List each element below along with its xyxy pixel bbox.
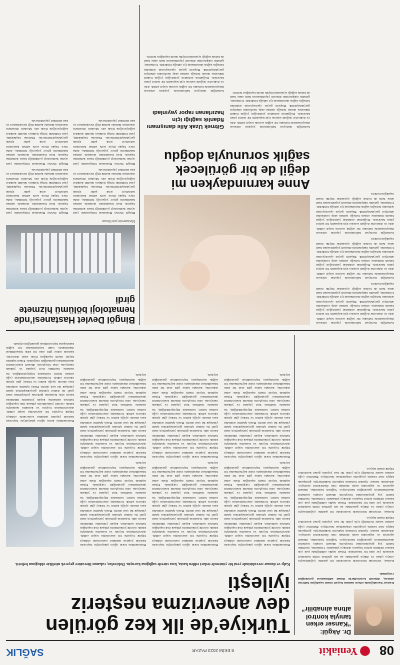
sidebar-body: Kanser, vücuttaki hücrelerin kontrolsüz bir şekilde çoğalmasıyla ortaya çıkan ve dünya genelinde en sık görülen ölüm nedenleri arasında yer alan bir hastalıktır. Erken teşhis edildiğinde pek çok kanser türünün tedavi başarısı oldukça yüksektir. Uzmanlar, özellikle belirli yaş gruplarındaki bireylerin düzenli tarama testlerini aksatmamaları gerektiğini hatırlatıyor. Sağlıklı beslenme, düzenli egzersiz ve sigaradan uzak durmak risk faktörlerini azaltıyor. Ailesinde kanser öyküsü bulunan kişilerin hekimleriyle görüşerek kişiye özel tarama programı oluşturması öneriliyor. Belirtiler çoğu zaman sessiz ilerlediği için yılda bir kez yapılan genel kontroller büyük önem taşıyor. Kanser, vücuttaki hücrelerin kontrolsüz bir şekilde çoğalmasıyla ortaya çıkan ve dünya genelinde en sık görülen ölüm nedenleri arasında yer alan bir hastalıktır. Erken teşhis edildiğinde pek çok kanser türünün tedavi başarısı oldukça yüksektir. Uzmanlar, özellikle belirli yaş gruplarındaki bireylerin düzenli tarama testlerini aksatmamaları gerektiğini hatırlatıyor. Sağlıklı beslenme, düzenli egzersiz ve sigaradan uzak durmak risk faktörlerini azaltıyor. Ailesinde kanser öyküsü bulunan kişilerin hekimleriyle görüşerek kişiye özel tarama programı oluşturması öneriliyor. Belirtiler çoğu zaman sessiz ilerlediği için yılda bir kez yapılan genel kontroller büyük önem taşıyor. <box>298 466 394 563</box>
main-headline: Türkiye’de ilk kez görülen dev anevrizma neşteriz iyileşti <box>45 572 290 636</box>
doctors-photo <box>6 427 74 547</box>
brand-logo-icon <box>360 646 370 656</box>
masthead <box>6 640 394 659</box>
hospital-building-icon <box>21 233 121 273</box>
left-sidebar <box>298 335 394 635</box>
baby-head-icon <box>180 261 210 291</box>
brand-name: Yeniakit <box>318 645 358 657</box>
middle-subheadline: Gitmek Uzak Aile danışmanı fidanlık sağlığı için hazırlanan rapor yayınladı <box>146 109 224 129</box>
column-divider <box>294 335 295 635</box>
hospital-photo-caption: Hastanenin yeni binası <box>101 219 135 223</box>
right-article <box>6 5 135 325</box>
baby-photo <box>144 195 310 325</box>
middle-article <box>144 5 394 325</box>
middle-body-col-1: Gebeliğin ilerleyen haftalarında yapılan ultrason muayenesinde bebekte bir sağlık sorunu tespit edildi. Aile ve doktorlar doğum sonrası için kapsamlı bir tedavi planı hazırladı. Doğumun ardından yenidoğan yoğun bakım ünitesine alınan bebeğe uzman ekip tarafından ameliyat gerçekleştirildi. Başarılı geçen operasyonun ardından bebeğin sağlık durumunun iyi olduğu bildirildi. Uzmanlar, gebelik takiplerinin düzenli yapılmasının hem anne hem de bebek sağlığı açısından büyük önem taşıdığını belirtti. Gebeliğin ilerleyen haftalarında yapılan ultrason muayenesinde bebekte bir sağlık sorunu tespit edildi. Aile ve doktorlar doğum sonrası için kapsamlı bir tedavi planı hazırladı. Doğumun ardından yenidoğan yoğun bakım ünitesine alınan bebeğe uzman ekip tarafından ameliyat gerçekleştirildi. Başarılı geçen operasyonun ardından bebeğin sağlık durumunun iyi olduğu bildirildi. Uzmanlar, gebelik takiplerinin düzenli yapılmasının hem anne hem de bebek sağlığı açısından büyük önem taşıdığını belirtti. Gebeliğin ilerleyen haftalarında yapılan ultrason muayenesinde bebekte bir sağlık sorunu tespit edildi. Aile ve doktorlar doğum sonrası için kapsamlı bir tedavi planı hazırladı. Doğumun ardından yenidoğan yoğun bakım ünitesine alınan bebeğe uzman ekip tarafından ameliyat gerçekleştirildi. Başarılı geçen operasyonun ardından bebeğin sağlık durumunun iyi olduğu bildirildi. Uzmanlar, gebelik takiplerinin düzenli yapılmasının hem anne hem de bebek sağlığı açısından büyük önem taşıdığını belirtti. <box>316 192 394 325</box>
doctor-figure-icon <box>16 437 38 517</box>
section-divider <box>6 330 394 331</box>
main-article <box>6 335 290 635</box>
right-body-col-2: Bingöl Devlet Hastanesi bünyesinde yeni açılan hematoloji polikliniği hasta kabulüne başladı. Kan hastalıkları alanında uzman hekimlerin görev yapacağı bölümde, daha önce başka illere sevk edilen hastaların tedavileri artık şehir içinde gerçekleştirilebilecek. Hastane başhekimi, yeni bölümün bölge halkına önemli katkılar sağlayacağını ifade etti. Modern cihazlarla donatılan ünitede kemik iliği incelemeleri ve kan tahlilleri yapılabilecek. Bingöl Devlet Hastanesi bünyesinde yeni açılan hematoloji polikliniği hasta kabulüne başladı. Kan hastalıkları alanında uzman hekimlerin görev yapacağı bölümde, daha önce başka illere sevk edilen hastaların tedavileri artık şehir içinde gerçekleştirilebilecek. Hastane başhekimi, yeni bölümün bölge halkına önemli katkılar sağlayacağını ifade etti. Modern cihazlarla donatılan ünitede kemik iliği incelemeleri ve kan tahlilleri yapılabilecek. <box>6 118 68 215</box>
brand-logo <box>319 645 370 657</box>
main-body-col-3: Hastanemize karın ağrısı şikayetiyle başvuran hastada yapılan tetkikler sonucunda oldukça büyük boyutlu bir anevrizma tespit edildi. Anevrizmanın boyutu ve konumu nedeniyle klasik cerrahi yöntemlerin yüksek risk taşıdığını belirten uzmanlar, kapalı yöntemle müdahale kararı aldı. Kasıktan girilerek yerleştirilen stent greft ile damar içinden gerçekleştirilen işlem yaklaşık iki saat sürdü. Hasta işlemin ardından kısa sürede ayağa kalktı ve birkaç gün içinde taburcu edildi. Uzmanlar, anevrizmaların çoğu zaman belirti vermeden büyüyebildiğini, bu nedenle özellikle ileri yaştaki ve yüksek tansiyonu olan bireylerin düzenli kontrollerini aksatmaması gerektiğini vurguladı. Erken teşhisin hayati önem taşıdığını ifade eden doktorlar, karında nabız gibi atan bir kitle hissedilmesi durumunda vakit kaybetmeden bir sağlık kuruluşuna başvurulması gerektiğini söyledi. Hastanemize karın ağrısı şikayetiyle başvuran hastada yapılan tetkikler sonucunda oldukça büyük boyutlu bir anevrizma tespit edildi. Anevrizmanın boyutu ve konumu nedeniyle klasik cerrahi yöntemlerin yüksek risk taşıdığını belirten uzmanlar, kapalı yöntemle müdahale kararı aldı. Kasıktan girilerek yerleştirilen stent greft ile damar içinden gerçekleştirilen işlem yaklaşık iki saat sürdü. Hasta işlemin ardından kısa sürede ayağa kalktı ve birkaç gün içinde taburcu edildi. Uzmanlar, anevrizmaların çoğu zaman belirti vermeden büyüyebildiğini, bu nedenle özellikle ileri yaştaki ve yüksek tansiyonu olan bireylerin düzenli kontrollerini aksatmaması gerektiğini vurguladı. Erken teşhisin hayati önem taşıdığını ifade eden doktorlar, karında nabız gibi atan bir kitle hissedilmesi durumunda vakit kaybetmeden bir sağlık kuruluşuna başvurulması gerektiğini söyledi. <box>80 373 146 547</box>
page-number: 08 <box>379 643 394 658</box>
main-body-col-2: Hastanemize karın ağrısı şikayetiyle başvuran hastada yapılan tetkikler sonucunda oldukça büyük boyutlu bir anevrizma tespit edildi. Anevrizmanın boyutu ve konumu nedeniyle klasik cerrahi yöntemlerin yüksek risk taşıdığını belirten uzmanlar, kapalı yöntemle müdahale kararı aldı. Kasıktan girilerek yerleştirilen stent greft ile damar içinden gerçekleştirilen işlem yaklaşık iki saat sürdü. Hasta işlemin ardından kısa sürede ayağa kalktı ve birkaç gün içinde taburcu edildi. Uzmanlar, anevrizmaların çoğu zaman belirti vermeden büyüyebildiğini, bu nedenle özellikle ileri yaştaki ve yüksek tansiyonu olan bireylerin düzenli kontrollerini aksatmaması gerektiğini vurguladı. Erken teşhisin hayati önem taşıdığını ifade eden doktorlar, karında nabız gibi atan bir kitle hissedilmesi durumunda vakit kaybetmeden bir sağlık kuruluşuna başvurulması gerektiğini söyledi. Hastanemize karın ağrısı şikayetiyle başvuran hastada yapılan tetkikler sonucunda oldukça büyük boyutlu bir anevrizma tespit edildi. Anevrizmanın boyutu ve konumu nedeniyle klasik cerrahi yöntemlerin yüksek risk taşıdığını belirten uzmanlar, kapalı yöntemle müdahale kararı aldı. Kasıktan girilerek yerleştirilen stent greft ile damar içinden gerçekleştirilen işlem yaklaşık iki saat sürdü. Hasta işlemin ardından kısa sürede ayağa kalktı ve birkaç gün içinde taburcu edildi. Uzmanlar, anevrizmaların çoğu zaman belirti vermeden büyüyebildiğini, bu nedenle özellikle ileri yaştaki ve yüksek tansiyonu olan bireylerin düzenli kontrollerini aksatmaması gerektiğini vurguladı. Erken teşhisin hayati önem taşıdığını ifade eden doktorlar, karında nabız gibi atan bir kitle hissedilmesi durumunda vakit kaybetmeden bir sağlık kuruluşuna başvurulması gerektiğini söyledi. <box>152 373 218 547</box>
doctor-figure-icon <box>42 437 64 527</box>
section-label: SAĞLIK <box>6 646 44 657</box>
main-body-col-4: Hastanemize karın ağrısı şikayetiyle başvuran hastada yapılan tetkikler sonucunda oldukça büyük boyutlu bir anevrizma tespit edildi. Anevrizmanın boyutu ve konumu nedeniyle klasik cerrahi yöntemlerin yüksek risk taşıdığını belirten uzmanlar, kapalı yöntemle müdahale kararı aldı. Kasıktan girilerek yerleştirilen stent greft ile damar içinden gerçekleştirilen işlem yaklaşık iki saat sürdü. Hasta işlemin ardından kısa sürede ayağa kalktı ve birkaç gün içinde taburcu edildi. Uzmanlar, anevrizmaların çoğu zaman belirti vermeden büyüyebildiğini, bu nedenle özellikle ileri yaştaki ve yüksek tansiyonu olan bireylerin düzenli kontrollerini aksatmaması gerektiğini vurguladı. Erken teşhisin hayati önem taşıdığını ifade eden doktorlar, karında nabız gibi atan bir kitle hissedilmesi durumunda vakit kaybetmeden bir sağlık kuruluşuna başvurulması gerektiğini söyledi. <box>6 341 74 423</box>
portrait-face-icon <box>366 606 382 626</box>
right-headline: Bingöl Devlet Hastanesi’nde hematoloji bölümü hizmete girdi <box>13 295 135 325</box>
main-deck: Kalp ve damar cerrahisinde yeni bir yöntemle tedavi edilen hasta, kısa sürede sağlığına kavuştu. Doktorlar, vakanın literatüre geçecek nitelikte olduğunu belirtti. <box>15 562 290 567</box>
middle-body-col-3: Gebeliğin ilerleyen haftalarında yapılan ultrason muayenesinde bebekte bir sağlık sorunu tespit edildi. Aile ve doktorlar doğum sonrası için kapsamlı bir tedavi planı hazırladı. Doğumun ardından yenidoğan yoğun bakım ünitesine alınan bebeğe uzman ekip tarafından ameliyat gerçekleştirildi. Başarılı geçen operasyonun ardından bebeğin sağlık durumunun iyi olduğu bildirildi. Uzmanlar, gebelik takiplerinin düzenli yapılmasının hem anne hem de bebek sağlığı açısından büyük önem taşıdığını belirtti. <box>144 54 224 93</box>
sidebar-intro: Kanser hastalığında erken tanının hayati önem taşıdığını belirten uzman, düzenli kontrollerin ihmal edilmemesi gerektiğini vurguladı. <box>298 572 394 585</box>
middle-headline: Anne karnındayken mi değil de bir görülecek sağlık sorunuyla doğdu <box>164 149 310 192</box>
middle-body-col-2: Gebeliğin ilerleyen haftalarında yapılan ultrason muayenesinde bebekte bir sağlık sorunu tespit edildi. Aile ve doktorlar doğum sonrası için kapsamlı bir tedavi planı hazırladı. Doğumun ardından yenidoğan yoğun bakım ünitesine alınan bebeğe uzman ekip tarafından ameliyat gerçekleştirildi. Başarılı geçen operasyonun ardından bebeğin sağlık durumunun iyi olduğu bildirildi. Uzmanlar, gebelik takiplerinin düzenli yapılmasının hem anne hem de bebek sağlığı açısından büyük önem taşıdığını belirtti. <box>230 90 310 129</box>
hospital-photo <box>6 225 135 289</box>
column-divider <box>139 5 140 325</box>
sidebar-headline: Dr. Akgül: “Kanser erken tanıyla kontrol altına alınabilir” <box>301 605 351 635</box>
right-body-col-1: Bingöl Devlet Hastanesi bünyesinde yeni açılan hematoloji polikliniği hasta kabulüne başladı. Kan hastalıkları alanında uzman hekimlerin görev yapacağı bölümde, daha önce başka illere sevk edilen hastaların tedavileri artık şehir içinde gerçekleştirilebilecek. Hastane başhekimi, yeni bölümün bölge halkına önemli katkılar sağlayacağını ifade etti. Modern cihazlarla donatılan ünitede kemik iliği incelemeleri ve kan tahlilleri yapılabilecek. Bingöl Devlet Hastanesi bünyesinde yeni açılan hematoloji polikliniği hasta kabulüne başladı. Kan hastalıkları alanında uzman hekimlerin görev yapacağı bölümde, daha önce başka illere sevk edilen hastaların tedavileri artık şehir içinde gerçekleştirilebilecek. Hastane başhekimi, yeni bölümün bölge halkına önemli katkılar sağlayacağını ifade etti. Modern cihazlarla donatılan ünitede kemik iliği incelemeleri ve kan tahlilleri yapılabilecek. <box>73 118 135 215</box>
issue-date: 8 EKİM 2023 PAZAR <box>192 648 234 653</box>
author-portrait <box>354 589 394 635</box>
main-body-col-1: Hastanemize karın ağrısı şikayetiyle başvuran hastada yapılan tetkikler sonucunda oldukça büyük boyutlu bir anevrizma tespit edildi. Anevrizmanın boyutu ve konumu nedeniyle klasik cerrahi yöntemlerin yüksek risk taşıdığını belirten uzmanlar, kapalı yöntemle müdahale kararı aldı. Kasıktan girilerek yerleştirilen stent greft ile damar içinden gerçekleştirilen işlem yaklaşık iki saat sürdü. Hasta işlemin ardından kısa sürede ayağa kalktı ve birkaç gün içinde taburcu edildi. Uzmanlar, anevrizmaların çoğu zaman belirti vermeden büyüyebildiğini, bu nedenle özellikle ileri yaştaki ve yüksek tansiyonu olan bireylerin düzenli kontrollerini aksatmaması gerektiğini vurguladı. Erken teşhisin hayati önem taşıdığını ifade eden doktorlar, karında nabız gibi atan bir kitle hissedilmesi durumunda vakit kaybetmeden bir sağlık kuruluşuna başvurulması gerektiğini söyledi. Hastanemize karın ağrısı şikayetiyle başvuran hastada yapılan tetkikler sonucunda oldukça büyük boyutlu bir anevrizma tespit edildi. Anevrizmanın boyutu ve konumu nedeniyle klasik cerrahi yöntemlerin yüksek risk taşıdığını belirten uzmanlar, kapalı yöntemle müdahale kararı aldı. Kasıktan girilerek yerleştirilen stent greft ile damar içinden gerçekleştirilen işlem yaklaşık iki saat sürdü. Hasta işlemin ardından kısa sürede ayağa kalktı ve birkaç gün içinde taburcu edildi. Uzmanlar, anevrizmaların çoğu zaman belirti vermeden büyüyebildiğini, bu nedenle özellikle ileri yaştaki ve yüksek tansiyonu olan bireylerin düzenli kontrollerini aksatmaması gerektiğini vurguladı. Erken teşhisin hayati önem taşıdığını ifade eden doktorlar, karında nabız gibi atan bir kitle hissedilmesi durumunda vakit kaybetmeden bir sağlık kuruluşuna başvurulması gerektiğini söyledi. <box>224 373 290 547</box>
